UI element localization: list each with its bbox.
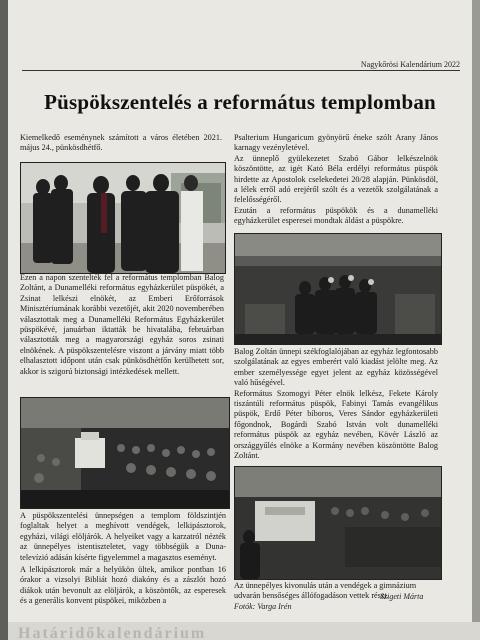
left-column-body (20, 273, 224, 377)
running-header-title: Nagykőrösi Kalendárium 2022 (360, 60, 460, 69)
caption-text: Az ünnepélyes kivonulás után a vendégek a gimnázium udvarán bensőséges állófogadáson vettek részt. (234, 581, 417, 601)
next-page-peek (8, 622, 480, 640)
photo-procession (234, 466, 442, 580)
paragraph: Balog Zoltán ünnepi székfoglalójában az egyház legfontosabb szolgálatának az egyes emberért való kiadást jelölte meg. Az ember személyessége egyet jelent az egyház közösségével való hűségével. (234, 347, 438, 388)
running-header (22, 58, 460, 71)
photo-consecration-blessing (234, 233, 442, 345)
right-column-top (234, 133, 438, 227)
magazine-page (8, 0, 472, 640)
page-binding-left (0, 0, 8, 640)
photo-credit: Fotók: Varga Irén (234, 602, 292, 611)
paragraph: Református Szomogyi Péter elnök lelkész, Fekete Károly tiszántúli református püspök, Fabinyi Tamás evangélikus püspök, Erdő Péter bíboros, Veres Sándor egyházkerületi főgondnok, Bogárdi Szabó István volt dunamelléki református püspök az egyház nevében, Kövér László az országgyűlés elnöke a Kormány nevében köszöntötte Balog Zoltánt. (234, 388, 438, 461)
next-page-text: Határidőkalendárium (18, 625, 207, 640)
paragraph: Az ünneplő gyülekezetet Szabó Gábor lelkészelnök köszöntötte, az igét Kató Béla erdélyi református püspök hirdette az Apostolok cselekedetei 20/28 alapján. Pünkösdöl, a lélek erről adó erejéről szólt és a vezetők szolgálatának a felelősségéről. (234, 153, 438, 205)
paragraph: Ezen a napon szentelték fel a református templomban Balog Zoltánt, a Dunamelléki református egyházkerület püspökét, a Zsinat lelkészi elnökét, az Emberi Erőforrások Minisztériumának korábbi vezetőjét, akit 2020 novemberében választottak meg a Dunamelléki Református Egyházkerület püspökévé, januárban iktatták be hivatalába, februárban választották meg a magyarországi egyház soros zsinati elnökének. A püspökszentelésre viszont a járvány miatt több elhalasztott időpont után csak pünkösdhétfőn kerülhetett sor, akkor is szigorú biztonsági intézkedések mellett. (20, 273, 224, 376)
paragraph: Psalterium Hungaricum gyönyörű éneke szólt Arany János karnagy vezényletével. (234, 133, 438, 153)
left-column-lower (20, 511, 226, 607)
right-column-middle (234, 347, 438, 461)
paragraph: Ezután a református püspökök és a dunamelléki egyházkerület esperesei mondtak áldást a püspökre. (234, 205, 438, 226)
article-author: Szigeti Márta (380, 592, 424, 601)
paragraph: A lelkipásztorok már a helyükön ültek, amikor pontban 16 órakor a vizsolyi Bibliát hozó diakóny és a zászlót hozó diákok után bevonult az elöljárók, a köszöntők, az esperesek és a generális konvent püspökei, miközben a (20, 565, 226, 606)
article-title: Püspökszentelés a református templomban (44, 90, 436, 114)
page-edge-right (472, 0, 480, 640)
left-column-intro (20, 133, 222, 154)
photo-clergy-group (20, 162, 226, 274)
photo-church-interior (20, 397, 230, 509)
paragraph: A püspökszentelési ünnepségen a templom földszintjén foglaltak helyet a meghívott vendégek, lelkipásztorok, egyházi, világi elöljárók. A helyeiket vagy a karzatról nézték az ünnepélyes istentiszteletet, vagy többségük a Duna-televízió adásán kísérte figyelemmel a magasztos eseményt. (20, 511, 226, 562)
paragraph: Kiemelkedő eseménynek számított a város életében 2021. május 24., pünkösdhétfő. (20, 133, 222, 153)
